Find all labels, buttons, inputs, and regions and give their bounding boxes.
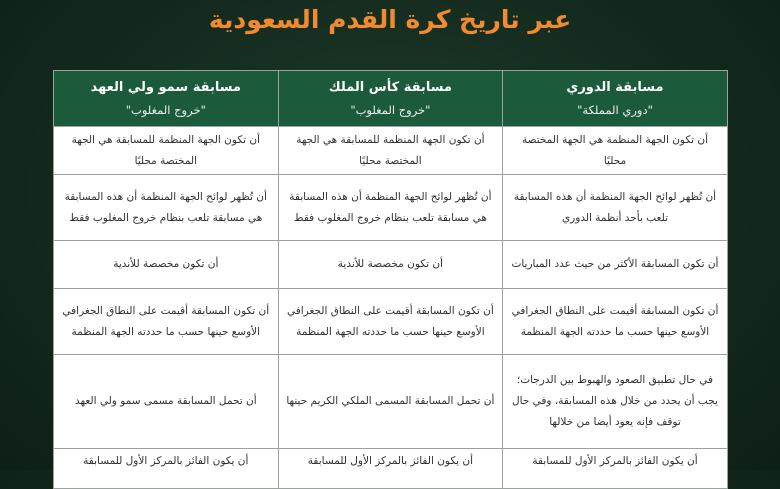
table-cell: أن تكون المسابقة أقيمت على النطاق الجغرافي الأوسع حينها حسب ما حددته الجهة المنظمة xyxy=(503,289,728,355)
table-row xyxy=(54,355,728,449)
column-title: مسابقة كأس الملك xyxy=(328,79,452,95)
table-row xyxy=(54,175,728,241)
column-header-kings-cup xyxy=(278,71,503,127)
table-cell: أن يكون الفائز بالمركز الأول للمسابقة xyxy=(278,449,503,489)
page-title: عبر تاريخ كرة القدم السعودية xyxy=(208,5,572,34)
table-header-row xyxy=(54,71,728,127)
table-cell: أن تكون الجهة المنظمة هي الجهة المختصة محليًا xyxy=(503,127,728,175)
table-row xyxy=(54,241,728,289)
column-subtitle: "دوري المملكة" xyxy=(577,102,653,117)
table-row xyxy=(54,449,728,489)
table-cell: أن تُظهر لوائح الجهة المنظمة أن هذه المسابقة هي مسابقة تلعب بنظام خروج المغلوب فقط xyxy=(54,175,279,241)
table-cell: أن يكون الفائز بالمركز الأول للمسابقة xyxy=(54,449,279,489)
table-cell: أن تُظهر لوائح الجهة المنظمة أن هذه المسابقة تلعب بأحد أنظمة الدوري xyxy=(503,175,728,241)
table-cell: أن تكون المسابقة أقيمت على النطاق الجغرافي الأوسع حينها حسب ما حددته الجهة المنظمة xyxy=(278,289,503,355)
column-subtitle: "خروج المغلوب" xyxy=(125,102,206,117)
table-cell: أن تكون مخصصة للأندية xyxy=(54,241,279,289)
table-cell: أن تكون الجهة المنظمة للمسابقة هي الجهة المختصة محليًا xyxy=(54,127,279,175)
table-cell: أن تكون المسابقة أقيمت على النطاق الجغرافي الأوسع حينها حسب ما حددته الجهة المنظمة xyxy=(54,289,279,355)
table-cell: أن تكون الجهة المنظمة للمسابقة هي الجهة المختصة محليًا xyxy=(278,127,503,175)
table-cell: أن تُظهر لوائح الجهة المنظمة أن هذه المسابقة هي مسابقة تلعب بنظام خروج المغلوب فقط xyxy=(278,175,503,241)
table-cell: أن تكون المسابقة الأكثر من حيث عدد المباريات xyxy=(503,241,728,289)
table-row xyxy=(54,127,728,175)
table-row xyxy=(54,289,728,355)
column-title: مسابقة سمو ولي العهد xyxy=(90,79,241,95)
column-subtitle: "خروج المغلوب" xyxy=(350,102,431,117)
table-cell: في حال تطبيق الصعود والهبوط بين الدرجات؛ يجب أن يحدد من خلال هذه المسابقة، وفي حال توقف فإنه يعود أيضا من خلالها xyxy=(503,355,728,449)
table-cell: أن يكون الفائز بالمركز الأول للمسابقة xyxy=(503,449,728,489)
column-header-league xyxy=(503,71,728,127)
column-title: مسابقة الدوري xyxy=(566,79,664,95)
table-cell: أن تحمل المسابقة المسمى الملكي الكريم حينها xyxy=(278,355,503,449)
column-header-crown-prince-cup xyxy=(54,71,279,127)
table-cell: أن تحمل المسابقة مسمى سمو ولي العهد xyxy=(54,355,279,449)
criteria-table xyxy=(53,70,728,489)
table-cell: أن تكون مخصصة للأندية xyxy=(278,241,503,289)
